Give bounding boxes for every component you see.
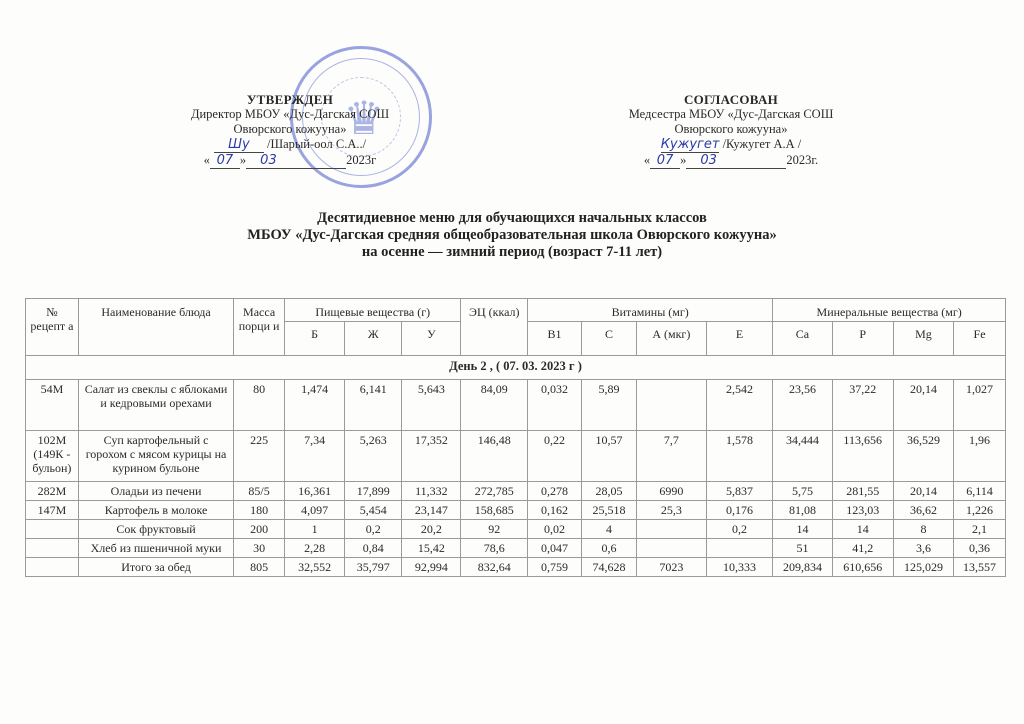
approved-date-row: « 07 » 03 2023г: [203, 153, 377, 168]
cell-kcal: 146,48: [461, 431, 528, 482]
cell-u: 23,147: [402, 501, 461, 520]
approved-date-month: 03: [246, 153, 346, 169]
agreed-line2: Овюрского кожууна»: [674, 122, 788, 136]
cell-fe: 13,557: [954, 558, 1006, 577]
col-recipe-no: № рецепт а: [26, 299, 79, 356]
cell-u: 92,994: [402, 558, 461, 577]
cell-b: 2,28: [284, 539, 344, 558]
cell-ca: 34,444: [773, 431, 832, 482]
cell-b: 1,474: [284, 380, 344, 431]
col-portion: Масса порци и: [234, 299, 285, 356]
table-row: [26, 431, 1006, 482]
cell-name: Итого за обед: [78, 558, 233, 577]
cell-c: 74,628: [581, 558, 636, 577]
agreed-date-row: « 07 » 03 2023г.: [643, 153, 819, 168]
cell-p: 610,656: [832, 558, 893, 577]
agreed-line1: Медсестра МБОУ «Дус-Дагская СОШ: [628, 107, 834, 121]
cell-p: 37,22: [832, 380, 893, 431]
cell-b1: 0,759: [528, 558, 582, 577]
cell-mass: 805: [234, 558, 285, 577]
col-mg: Mg: [893, 322, 953, 356]
cell-code: 147М: [26, 501, 79, 520]
approval-block: [150, 92, 430, 169]
cell-fe: 2,1: [954, 520, 1006, 539]
cell-mg: 3,6: [893, 539, 953, 558]
col-c: С: [581, 322, 636, 356]
approved-signature-row: [150, 137, 430, 153]
cell-code: 54М: [26, 380, 79, 431]
approved-heading: УТВЕРЖДЕН: [246, 92, 334, 107]
cell-name: Оладьи из печени: [78, 482, 233, 501]
cell-mg: 125,029: [893, 558, 953, 577]
cell-a: [636, 539, 706, 558]
cell-mass: 225: [234, 431, 285, 482]
col-u: У: [402, 322, 461, 356]
cell-u: 5,643: [402, 380, 461, 431]
approved-name: /Шарый-оол С.А../: [267, 137, 367, 151]
col-minerals: Минеральные вещества (мг): [773, 299, 1006, 322]
cell-ca: 51: [773, 539, 832, 558]
cell-mass: 200: [234, 520, 285, 539]
cell-ca: 5,75: [773, 482, 832, 501]
cell-code: [26, 520, 79, 539]
cell-b: 32,552: [284, 558, 344, 577]
cell-kcal: 272,785: [461, 482, 528, 501]
cell-kcal: 78,6: [461, 539, 528, 558]
cell-c: 28,05: [581, 482, 636, 501]
cell-b1: 0,22: [528, 431, 582, 482]
title-line3: на осенне — зимний период (возраст 7-11 лет): [361, 244, 663, 260]
cell-c: 5,89: [581, 380, 636, 431]
cell-ca: 14: [773, 520, 832, 539]
cell-u: 20,2: [402, 520, 461, 539]
table-row: [26, 520, 1006, 539]
coat-of-arms-icon: ♛: [343, 91, 385, 145]
cell-a: 7023: [636, 558, 706, 577]
cell-e: 0,176: [706, 501, 773, 520]
cell-zh: 17,899: [345, 482, 402, 501]
agreed-date-year: 2023г.: [786, 153, 819, 167]
agreed-signature: Кужугет: [660, 137, 720, 152]
cell-zh: 35,797: [345, 558, 402, 577]
cell-u: 11,332: [402, 482, 461, 501]
cell-e: 5,837: [706, 482, 773, 501]
cell-fe: 0,36: [954, 539, 1006, 558]
cell-name: Салат из свеклы с яблоками и кедровыми орехами: [78, 380, 233, 431]
col-b1: В1: [528, 322, 582, 356]
cell-zh: 0,84: [345, 539, 402, 558]
cell-b1: 0,032: [528, 380, 582, 431]
col-zh: Ж: [345, 322, 402, 356]
cell-b: 1: [284, 520, 344, 539]
cell-b: 4,097: [284, 501, 344, 520]
table-row: [26, 501, 1006, 520]
cell-p: 41,2: [832, 539, 893, 558]
cell-mg: 8: [893, 520, 953, 539]
cell-b1: 0,162: [528, 501, 582, 520]
title-line2: МБОУ «Дус-Дагская средняя общеобразовательная школа Овюрского кожууна»: [247, 227, 777, 243]
cell-e: [706, 539, 773, 558]
cell-mg: 20,14: [893, 482, 953, 501]
cell-c: 4: [581, 520, 636, 539]
cell-name: Картофель в молоке: [78, 501, 233, 520]
day-label: День 2 , ( 07. 03. 2023 г ): [26, 356, 1006, 380]
cell-code: 282М: [26, 482, 79, 501]
cell-mass: 85/5: [234, 482, 285, 501]
table-row: [26, 380, 1006, 431]
cell-fe: 6,114: [954, 482, 1006, 501]
cell-name: Сок фруктовый: [78, 520, 233, 539]
cell-a: 6990: [636, 482, 706, 501]
col-dish-name: Наименование блюда: [78, 299, 233, 356]
total-row: [26, 558, 1006, 577]
cell-u: 15,42: [402, 539, 461, 558]
menu-table: [25, 298, 1006, 577]
cell-b: 16,361: [284, 482, 344, 501]
col-e: Е: [706, 322, 773, 356]
cell-p: 281,55: [832, 482, 893, 501]
agreed-name: /Кужугет А.А /: [722, 137, 802, 151]
cell-c: 25,518: [581, 501, 636, 520]
cell-kcal: 92: [461, 520, 528, 539]
cell-fe: 1,96: [954, 431, 1006, 482]
cell-zh: 5,454: [345, 501, 402, 520]
table-row: [26, 539, 1006, 558]
approved-signature: Шу: [214, 137, 264, 153]
cell-name: Хлеб из пшеничной муки: [78, 539, 233, 558]
agreed-heading: СОГЛАСОВАН: [683, 92, 779, 107]
title-line1: Десятидиевное меню для обучающихся начальных классов: [317, 210, 707, 226]
agreed-signature-row: [596, 137, 866, 153]
cell-p: 113,656: [832, 431, 893, 482]
cell-code: 102М (149К - бульон): [26, 431, 79, 482]
col-nutrients: Пищевые вещества (г): [284, 299, 461, 322]
cell-mass: 80: [234, 380, 285, 431]
approved-line2: Овюрского кожууна»: [233, 122, 347, 136]
approved-date-year: 2023г: [346, 153, 377, 167]
cell-c: 0,6: [581, 539, 636, 558]
cell-mass: 180: [234, 501, 285, 520]
agreed-date-month: 03: [686, 153, 786, 169]
cell-code: [26, 539, 79, 558]
cell-fe: 1,226: [954, 501, 1006, 520]
approved-line1: Директор МБОУ «Дус-Дагская СОШ: [190, 107, 390, 121]
cell-zh: 6,141: [345, 380, 402, 431]
cell-kcal: 158,685: [461, 501, 528, 520]
cell-p: 123,03: [832, 501, 893, 520]
cell-ca: 23,56: [773, 380, 832, 431]
cell-zh: 5,263: [345, 431, 402, 482]
agreed-date-day: 07: [650, 153, 680, 169]
col-ca: Са: [773, 322, 832, 356]
cell-u: 17,352: [402, 431, 461, 482]
cell-b1: 0,278: [528, 482, 582, 501]
cell-fe: 1,027: [954, 380, 1006, 431]
cell-zh: 0,2: [345, 520, 402, 539]
cell-c: 10,57: [581, 431, 636, 482]
cell-e: 1,578: [706, 431, 773, 482]
cell-mass: 30: [234, 539, 285, 558]
col-a: А (мкг): [636, 322, 706, 356]
col-fe: Fe: [954, 322, 1006, 356]
cell-a: 25,3: [636, 501, 706, 520]
cell-ca: 81,08: [773, 501, 832, 520]
approved-date-day: 07: [210, 153, 240, 169]
table-row: [26, 482, 1006, 501]
cell-p: 14: [832, 520, 893, 539]
cell-e: 0,2: [706, 520, 773, 539]
cell-name: Суп картофельный с горохом с мясом курицы на курином бульоне: [78, 431, 233, 482]
cell-a: 7,7: [636, 431, 706, 482]
cell-b1: 0,047: [528, 539, 582, 558]
cell-a: [636, 520, 706, 539]
cell-b1: 0,02: [528, 520, 582, 539]
cell-ca: 209,834: [773, 558, 832, 577]
cell-mg: 36,62: [893, 501, 953, 520]
document-title: [0, 210, 1024, 261]
cell-mg: 20,14: [893, 380, 953, 431]
col-energy: ЭЦ (ккал): [461, 299, 528, 356]
col-p: Р: [832, 322, 893, 356]
col-b: Б: [284, 322, 344, 356]
cell-kcal: 832,64: [461, 558, 528, 577]
col-vitamins: Витамины (мг): [528, 299, 773, 322]
agreement-block: [596, 92, 866, 169]
header-row: [26, 299, 1006, 322]
cell-a: [636, 380, 706, 431]
day-row: [26, 356, 1006, 380]
cell-e: 10,333: [706, 558, 773, 577]
cell-mg: 36,529: [893, 431, 953, 482]
cell-e: 2,542: [706, 380, 773, 431]
cell-kcal: 84,09: [461, 380, 528, 431]
cell-b: 7,34: [284, 431, 344, 482]
cell-code: [26, 558, 79, 577]
